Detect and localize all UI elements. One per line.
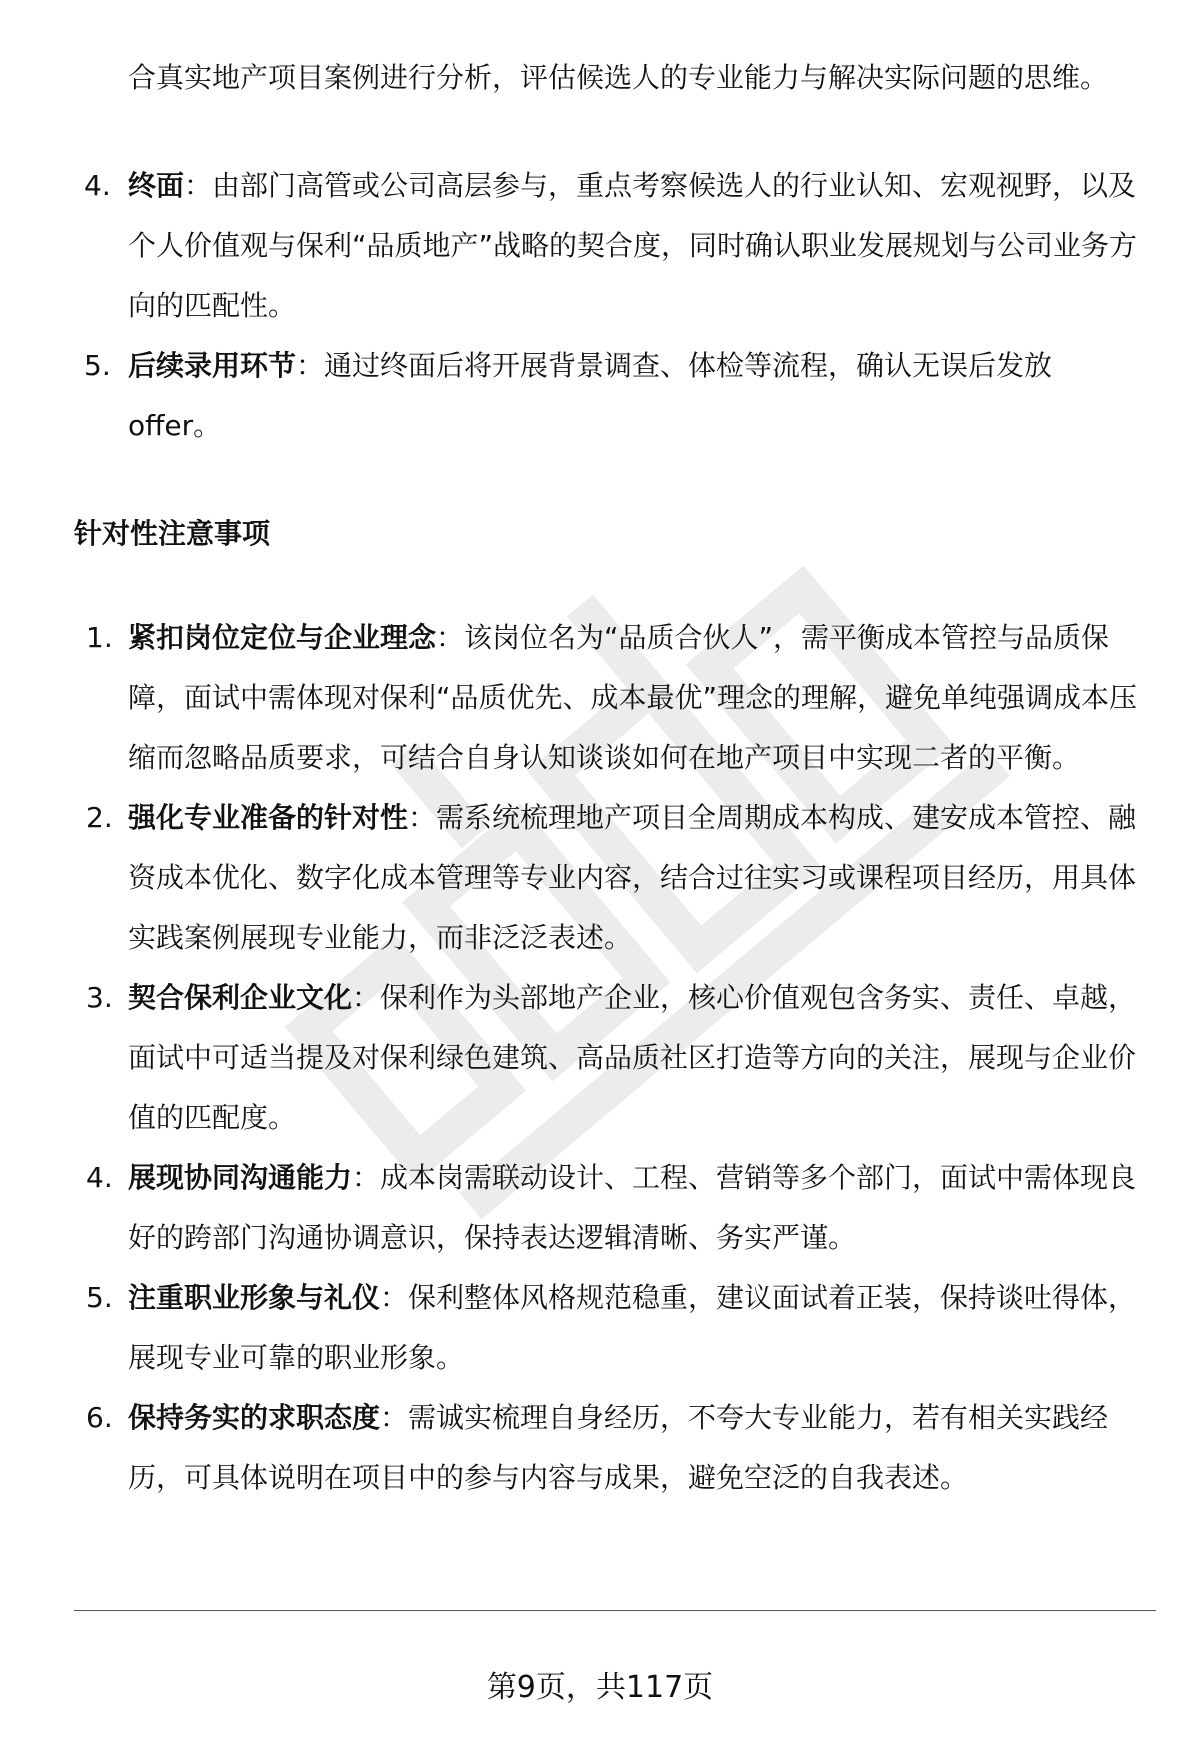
- list-number: 5.: [86, 1281, 113, 1314]
- list-item: [0, 1148, 1200, 1268]
- list-number: 6.: [86, 1401, 113, 1434]
- list-number: 3.: [86, 981, 113, 1014]
- list-term: 后续录用环节: [128, 349, 297, 382]
- continuation-paragraph: 合真实地产项目案例进行分析，评估候选人的专业能力与解决实际问题的思维。: [128, 61, 1109, 94]
- list-term: 展现协同沟通能力: [128, 1161, 353, 1194]
- list-text: ：保利整体风格规范稳重，建议面试着正装，保持谈吐得体，展现专业可靠的职业形象。: [128, 1281, 1137, 1374]
- list-text: ：通过终面后将开展背景调查、体检等流程，确认无误后发放offer。: [128, 349, 1053, 442]
- list-item: [0, 1388, 1200, 1508]
- list-item: [0, 608, 1200, 788]
- list-item: [0, 156, 1200, 336]
- list-text: ：成本岗需联动设计、工程、营销等多个部门，面试中需体现良好的跨部门沟通协调意识，保持表达逻辑清晰、务实严谨。: [128, 1161, 1137, 1254]
- list-item: [0, 788, 1200, 968]
- section-title: 针对性注意事项: [74, 517, 271, 550]
- list-term: 注重职业形象与礼仪: [128, 1281, 381, 1314]
- list-term: 契合保利企业文化: [128, 981, 353, 1014]
- footer-divider: [74, 1610, 1156, 1611]
- list-item: [0, 968, 1200, 1148]
- list-item: [0, 1268, 1200, 1388]
- list-number: 4.: [86, 1161, 113, 1194]
- list-term: 紧扣岗位定位与企业理念: [128, 621, 437, 654]
- list-text: ：由部门高管或公司高层参与，重点考察候选人的行业认知、宏观视野，以及个人价值观与保利“品质地产”战略的契合度，同时确认职业发展规划与公司业务方向的匹配性。: [128, 169, 1138, 322]
- page-number: 第9页，共117页: [486, 1670, 714, 1705]
- list-text: ：保利作为头部地产企业，核心价值观包含务实、责任、卓越，面试中可适当提及对保利绿色建筑、高品质社区打造等方向的关注，展现与企业价值的匹配度。: [128, 981, 1137, 1134]
- list-number: 5.: [84, 349, 111, 382]
- list-text: ：需系统梳理地产项目全周期成本构成、建安成本管控、融资成本优化、数字化成本管理等专业内容，结合过往实习或课程项目经历，用具体实践案例展现专业能力，而非泛泛表述。: [128, 801, 1137, 954]
- list-term: 保持务实的求职态度: [128, 1401, 381, 1434]
- interview-process-list: [0, 156, 1200, 456]
- list-item: [0, 336, 1200, 456]
- list-text: ：该岗位名为“品质合伙人”，需平衡成本管控与品质保障，面试中需体现对保利“品质优先、成本最优”理念的理解，避免单纯强调成本压缩而忽略品质要求，可结合自身认知谈谈如何在地产项目中实现二者的平衡。: [128, 621, 1138, 774]
- list-text: ：需诚实梳理自身经历，不夸大专业能力，若有相关实践经历，可具体说明在项目中的参与内容与成果，避免空泛的自我表述。: [128, 1401, 1109, 1494]
- notes-list: [0, 608, 1200, 1508]
- list-number: 4.: [84, 169, 111, 202]
- list-term: 强化专业准备的针对性: [128, 801, 409, 834]
- list-number: 1.: [86, 621, 113, 654]
- list-number: 2.: [86, 801, 113, 834]
- list-term: 终面: [128, 169, 185, 202]
